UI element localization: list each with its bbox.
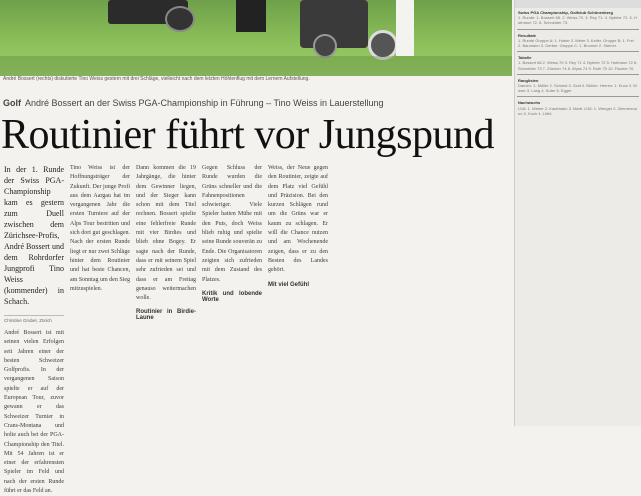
divider: [517, 51, 639, 52]
body-paragraph: Gegen Schluss der Runde wurden die Grüns schneller und die Fahnenpositionen schwieriger. Viele Spieler hatten Mühe mit den Puts, doch Weiss blieb ruhig und spielte seine Runde souverän zu Ende. Die Organisatoren zeigten sich zufrieden mit dem Zustand des Platzes.: [202, 165, 262, 283]
player-legs: [236, 0, 266, 32]
results-title: Ranglisten: [518, 77, 539, 83]
article-photo: [0, 0, 512, 76]
wheel-icon: [165, 6, 195, 32]
photo-caption: André Bossert (rechts) diskutierte Tino Weiss gestern mit drei Schläge, vielleicht nach dem letzten Höhlenflug mit dem Lernem Aufstellung.: [3, 76, 310, 82]
section-label: Golf: [3, 98, 21, 108]
article-column-2: [70, 164, 130, 426]
results-sidebar: [514, 0, 641, 426]
body-paragraph: Weiss, der Neue gegen den Routinier, zeigte auf dem Platz viel Gefühl und Präzision. Bei den kurzen Schlägen rund um die Grüns war er kaum zu schlagen. Er will die Chance nutzen und am Wochenende zeigen, dass er zu den Besten des Landes gehört.: [268, 165, 328, 274]
results-block: [518, 33, 638, 49]
article-kicker: [3, 98, 508, 110]
subheading: Kritik und lobende Worte: [202, 290, 262, 303]
divider: [517, 96, 639, 97]
subheading: Routinier in Birdie-Laune: [136, 309, 196, 322]
body-paragraph: Tino Weiss ist der Hoffnungsträger der Zukunft. Der junge Profi aus dem Aargau hat im vergangenen Jahr die ersten Turniere auf der Alps Tour bestritten und sich dort gut geschlagen. Nach der ersten Runde liegt er nur zwei Schläge hinter dem Routinier und hat beste Chancen, am Sonntag um den Sieg mitzuspielen.: [70, 165, 130, 292]
results-title: Tabelle: [518, 55, 532, 61]
body-paragraph: Dann kommen die 19 Jahrgänge, die hinter dem Gewinner liegen, und der Sieger kann schon mit dem Titel rechnen. Bossert spielte eine fehlerfreie Runde mit vier Birdies und blieb ohne Bogey. Er sagte nach der Runde, dass er mit seinem Spiel sehr zufrieden sei und dass er am Freitag genauso weitermachen wolle.: [136, 165, 196, 302]
results-block: [518, 78, 638, 94]
subheading: Mit viel Gefühl: [268, 281, 310, 288]
results-text: 1. Runde: 1. Bossert 68. 2. Weiss 70. 3. Rey 71. 4. Nyfeler 72. 5. Hofmann 72. 6. Schneider 73.: [518, 15, 637, 26]
body-paragraph: André Bossert ist mit seinen vielen Erfolgen seit Jahren einer der besten Schweizer Golfprofis. In der vergangenen Saison spielte er auf der European Tour, zuvor gewann er das Schweizer Turnier in Crans-Montana und holte auch bei der PGA-Championship den Titel. Mit 54 Jahren ist er einer der erfahrensten Spieler im Feld und nach der ersten Runde führt er das Feld an.: [4, 330, 64, 495]
kicker-text: André Bossert an der Swiss PGA-Championship in Führung – Tino Weiss in Lauerstellung: [25, 98, 384, 108]
article-column-4: [202, 164, 262, 426]
article-headline: Routinier führt vor Jungspund: [1, 112, 494, 158]
wheel-icon: [313, 34, 337, 58]
results-title: Resultate: [518, 32, 537, 38]
results-text: 1. Bossert 68 2. Weiss 70 3. Rey 71 4. Nyfeler 72 5. Hofmann 72 6. Schneider 73 7. Zürcher 74 8. Wyss 74 9. Roth 75 10. Fischer 76: [518, 60, 638, 71]
results-text: 1. Runde Gruppe A: 1. Huber 2. Meier 3. Keller. Gruppe B: 1. Frei 2. Baumann 3. Gerber. Gruppe C: 1. Brunner 2. Steiner.: [518, 37, 634, 49]
sidebar-header: [515, 0, 641, 8]
article-column-1: [4, 164, 64, 495]
results-text: U18: 1. Weber 2. Kaufmann 3. Marti. U16: 1. Wenger 2. Zimmermann 3. Koch 4. Lüthi: [518, 105, 637, 116]
divider: [517, 74, 639, 75]
article-column-5: [268, 164, 328, 426]
results-block: [518, 55, 638, 71]
photo-credit: Christine Gruber, Zürich: [4, 315, 64, 323]
divider: [517, 29, 639, 30]
results-block: [518, 100, 638, 116]
results-text: Damen: 1. Müller 2. Schmid 3. Graf 4. Bühler. Herren: 1. Kunz 2. Moser 3. Lang 4. Suter 5. Egger: [518, 83, 637, 94]
results-title: Nachwuchs: [518, 100, 541, 106]
results-block: [518, 10, 638, 26]
article-lead: In der 1. Runde der Swiss PGA-Championship kam es gestern zum Duell zwischen dem Zürichsee-Profis, André Bossert und dem Rohrdorfer Jungprofi Tino Weiss (kommender) in Schach.: [4, 165, 64, 306]
article-column-3: [136, 164, 196, 426]
grass-shadow: [0, 56, 512, 76]
results-title: Swiss PGA Championship, Golfclub Schönenberg: [518, 10, 613, 15]
player-legs: [396, 0, 414, 56]
